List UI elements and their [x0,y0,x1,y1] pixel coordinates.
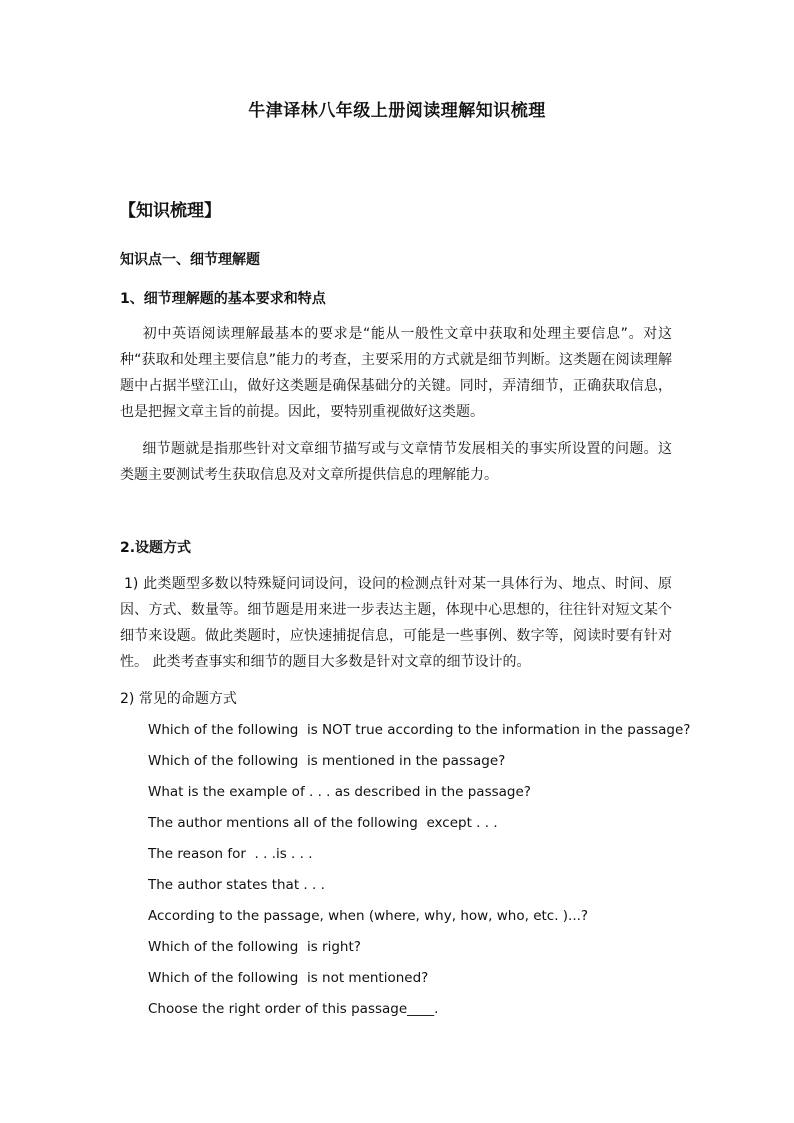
sub2-heading: 2.设题方式 [120,540,192,556]
question-form-item: The author states that . . . [148,877,325,893]
point1-paragraph-1-text: 初中英语阅读理解最基本的要求是“能从一般性文章中获取和处理主要信息”。对这种“获取和处理主要信息”能力的考查，主要采用的方式就是细节判断。这类题在阅读理解题中占据半壁江山，做好这类题是确保基础分的关键。同时，弄清细节，正确获取信息，也是把握文章主旨的前提。因此，要特别重视做好这类题。 [120,326,672,420]
point1-heading: 知识点一、细节理解题 [120,252,260,268]
point1-paragraph-2 [120,436,672,488]
question-form-item: According to the passage, when (where, why, how, who, etc. )...? [148,908,589,924]
question-form-item: Choose the right order of this passage____. [148,1001,439,1017]
question-form-item: Which of the following is NOT true according to the information in the passage? [148,722,691,738]
point1-paragraph-1 [120,321,672,425]
question-form-list [148,719,690,1029]
page-title: 牛津译林八年级上册阅读理解知识梳理 [248,101,546,121]
point1-paragraph-2-text: 细节题就是指那些针对文章细节描写或与文章情节发展相关的事实所设置的问题。这类题主要测试考生获取信息及对文章所提供信息的理解能力。 [120,441,672,483]
question-form-item: The reason for . . .is . . . [148,846,313,862]
common-forms-heading: 2) 常见的命题方式 [120,691,237,707]
section-label: 【知识梳理】 [119,201,221,221]
question-form-item: Which of the following is not mentioned? [148,970,429,986]
question-form-item: The author mentions all of the following except . . . [148,815,498,831]
sub1-heading: 1、细节理解题的基本要求和特点 [120,291,326,307]
question-form-item: Which of the following is right? [148,939,361,955]
sub2-paragraph-1 [120,571,672,675]
sub2-paragraph-1-text: 1) 此类题型多数以特殊疑问词设问，设问的检测点针对某一具体行为、地点、时间、原因、方式、数量等。细节题是用来进一步表达主题，体现中心思想的，往往针对短文某个细节来设题。做此类题时，应快速捕捉信息，可能是一些事例、数字等，阅读时要有针对性。 此类考查事实和细节的题目大多数是针对文章的细节设计的。 [120,576,672,670]
question-form-item: Which of the following is mentioned in the passage? [148,753,506,769]
question-form-item: What is the example of . . . as described in the passage? [148,784,531,800]
